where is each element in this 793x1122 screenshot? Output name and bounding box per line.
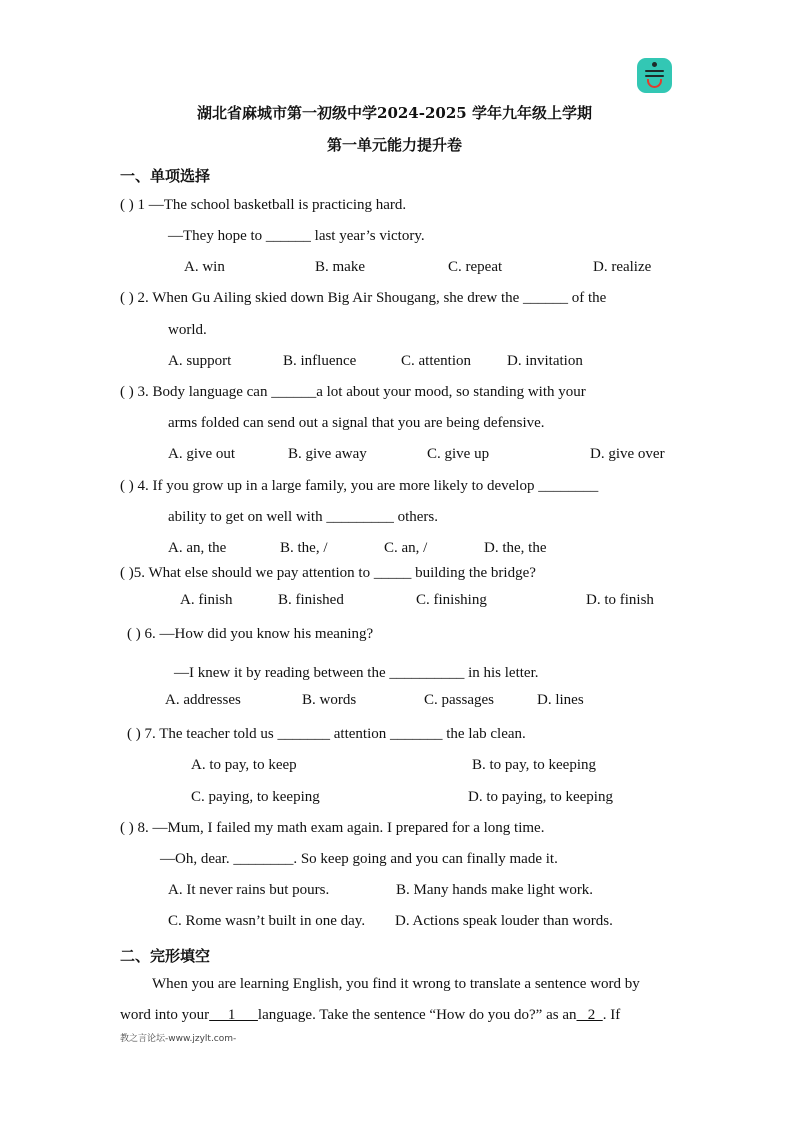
question-5-stem: ( )5. What else should we pay attention to _____ building the bridge?	[120, 565, 536, 581]
question-4-option-a: A. an, the	[168, 540, 227, 556]
question-3-line2: arms folded can send out a signal that you are being defensive.	[168, 415, 545, 431]
question-2-option-d: D. invitation	[507, 353, 583, 369]
question-2-option-b: B. influence	[283, 353, 357, 369]
logo-dot	[652, 62, 657, 67]
question-3-option-d: D. give over	[590, 446, 665, 462]
question-7-option-b: B. to pay, to keeping	[472, 757, 597, 773]
question-4-line2: ability to get on well with _________ others.	[168, 509, 438, 525]
question-4-option-b: B. the, /	[280, 540, 328, 556]
cloze-text: . If	[602, 1007, 621, 1023]
question-2-option-a: A. support	[168, 353, 232, 369]
section-heading-cloze: 二、完形填空	[120, 947, 211, 965]
question-1-option-b: B. make	[315, 259, 365, 275]
question-7-option-d: D. to paying, to keeping	[468, 789, 613, 805]
question-1-stem: ( ) 1 —The school basketball is practicing hard.	[120, 197, 407, 213]
question-5-option-b: B. finished	[278, 592, 344, 608]
question-8-stem: ( ) 8. —Mum, I failed my math exam again. I prepared for a long time.	[120, 820, 545, 836]
question-7-stem: ( ) 7. The teacher told us _______ attention _______ the lab clean.	[127, 726, 526, 742]
cloze-paragraph-line2	[120, 1007, 620, 1024]
doc-title: 湖北省麻城市第一初级中学2024-2025 学年九年级上学期	[197, 104, 592, 122]
cloze-text: word into your	[120, 1007, 210, 1023]
question-8-option-d: D. Actions speak louder than words.	[395, 913, 613, 929]
question-3-stem: ( ) 3. Body language can ______a lot about your mood, so standing with your	[120, 384, 586, 400]
question-1-option-c: C. repeat	[448, 259, 503, 275]
cloze-paragraph-line1: When you are learning English, you find it wrong to translate a sentence word by	[152, 976, 640, 992]
question-2-stem: ( ) 2. When Gu Ailing skied down Big Air Shougang, she drew the ______ of the	[120, 290, 607, 306]
question-6-option-b: B. words	[302, 692, 357, 708]
cloze-blank-2: 2	[576, 1007, 603, 1023]
question-1-option-d: D. realize	[593, 259, 652, 275]
question-6-option-d: D. lines	[537, 692, 584, 708]
cloze-blank-1: 1	[209, 1007, 258, 1023]
cloze-text: language. Take the sentence “How do you do?” as an	[257, 1007, 577, 1023]
site-logo-icon	[637, 58, 672, 93]
question-7-option-c: C. paying, to keeping	[191, 789, 320, 805]
question-1-line2: —They hope to ______ last year’s victory.	[168, 228, 425, 244]
logo-bar	[645, 70, 664, 72]
question-2-option-c: C. attention	[401, 353, 471, 369]
question-3-option-b: B. give away	[288, 446, 367, 462]
question-6-option-c: C. passages	[424, 692, 494, 708]
question-8-option-b: B. Many hands make light work.	[396, 882, 594, 898]
question-2-line2: world.	[168, 322, 207, 338]
question-4-stem: ( ) 4. If you grow up in a large family, you are more likely to develop ________	[120, 478, 599, 494]
question-3-option-a: A. give out	[168, 446, 236, 462]
logo-bar	[645, 75, 664, 77]
question-8-option-a: A. It never rains but pours.	[168, 882, 330, 898]
section-heading-single-choice: 一、单项选择	[120, 167, 211, 185]
question-6-option-a: A. addresses	[165, 692, 241, 708]
question-5-option-c: C. finishing	[416, 592, 487, 608]
question-7-option-a: A. to pay, to keep	[191, 757, 297, 773]
question-4-option-d: D. the, the	[484, 540, 547, 556]
question-6-line2: —I knew it by reading between the __________ in his letter.	[174, 665, 539, 681]
question-4-option-c: C. an, /	[384, 540, 428, 556]
question-1-option-a: A. win	[184, 259, 225, 275]
question-3-option-c: C. give up	[427, 446, 490, 462]
footer-source: 教之言论坛-www.jzylt.com-	[120, 1034, 237, 1044]
question-5-option-d: D. to finish	[586, 592, 654, 608]
question-8-option-c: C. Rome wasn’t built in one day.	[168, 913, 366, 929]
question-6-stem: ( ) 6. —How did you know his meaning?	[127, 626, 374, 642]
question-8-line2: —Oh, dear. ________. So keep going and you can finally made it.	[160, 851, 558, 867]
doc-subtitle: 第一单元能力提升卷	[327, 136, 463, 154]
question-5-option-a: A. finish	[180, 592, 233, 608]
logo-smile	[647, 79, 662, 88]
